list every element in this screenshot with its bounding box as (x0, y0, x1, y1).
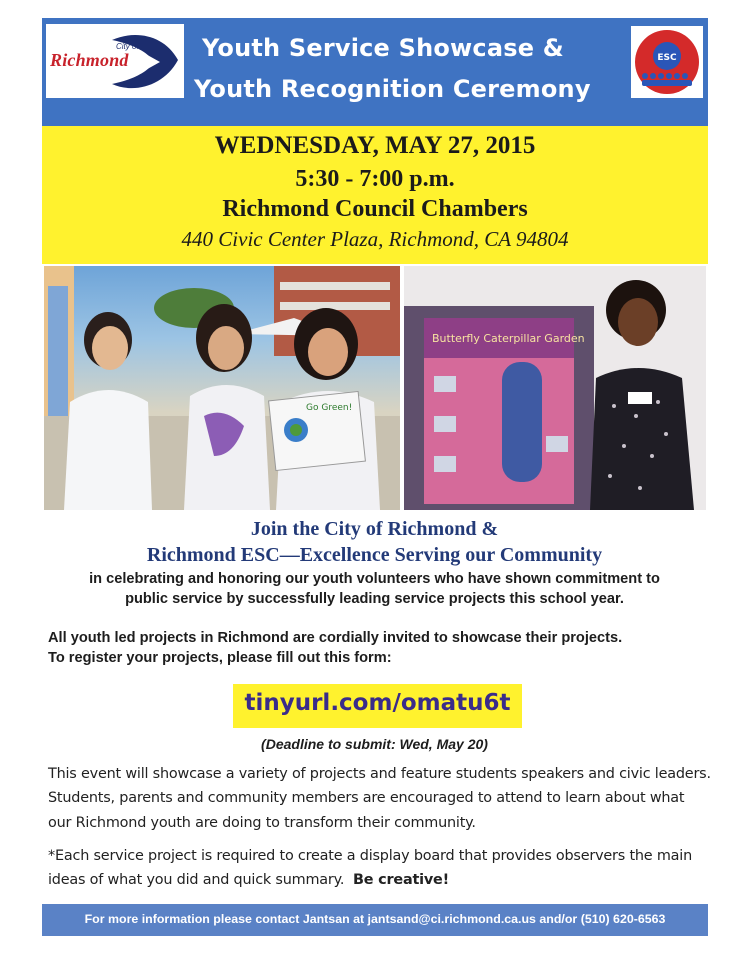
contact-footer (42, 904, 708, 936)
intro-heading-1: Join the City of Richmond & (250, 518, 499, 540)
event-time: 5:30 - 7:00 p.m. (295, 166, 455, 192)
event-venue: Richmond Council Chambers (222, 196, 528, 222)
registration-link[interactable]: tinyurl.com/omatu6t (244, 690, 511, 716)
poster-title-text: Butterfly Caterpillar Garden (432, 332, 585, 345)
details-line-2: Students, parents and community members are encouraged to attend to learn about what (48, 790, 685, 806)
details-line-5 (48, 872, 738, 888)
intro-paragraph-line-2: public service by successfully leading service projects this school year. (125, 591, 624, 607)
details-line-1: This event will showcase a variety of projects and feature students speakers and civic leaders. (48, 766, 711, 782)
city-of-richmond-logo (46, 24, 184, 98)
invitation-line-1: All youth led projects in Richmond are cordially invited to showcase their projects. (48, 630, 623, 646)
details-line-3: our Richmond youth are doing to transform their community. (48, 815, 476, 831)
registration-link-box[interactable] (233, 684, 522, 728)
be-creative-text: Be creative! (353, 872, 449, 888)
event-details-banner (42, 126, 708, 264)
esc-logo (631, 26, 703, 98)
esc-seal-icon (631, 26, 703, 98)
title-line-1: Youth Service Showcase & (202, 34, 564, 62)
details-line-5-text: ideas of what you did and quick summary. (48, 872, 345, 888)
title-line-2: Youth Recognition Ceremony (194, 75, 591, 103)
logo-small-text: City of (116, 42, 139, 51)
event-address: 440 Civic Center Plaza, Richmond, CA 94804 (181, 227, 569, 251)
event-date: WEDNESDAY, MAY 27, 2015 (214, 132, 536, 159)
flyer-header (42, 18, 708, 126)
project-poster-photo (404, 266, 706, 510)
intro-paragraph-line-1: in celebrating and honoring our youth volunteers who have shown commitment to (89, 571, 660, 587)
go-green-sign-text: Go Green! (306, 403, 353, 413)
invitation-line-2: To register your projects, please fill out this form: (48, 650, 392, 666)
contact-info: For more information please contact Jantsan at jantsand@ci.richmond.ca.us and/or (510) 620-6563 (84, 912, 666, 926)
youth-volunteers-photo (44, 266, 400, 510)
deadline-note: (Deadline to submit: Wed, May 20) (261, 736, 488, 752)
youth-photo-illustration (44, 266, 400, 510)
intro-heading-2: Richmond ESC—Excellence Serving our Community (146, 544, 603, 566)
logo-wordmark: Richmond (50, 50, 129, 70)
poster-photo-illustration (404, 266, 706, 510)
details-line-4: *Each service project is required to create a display board that provides observers the main (48, 848, 692, 864)
esc-seal-text: ESC (657, 53, 677, 63)
